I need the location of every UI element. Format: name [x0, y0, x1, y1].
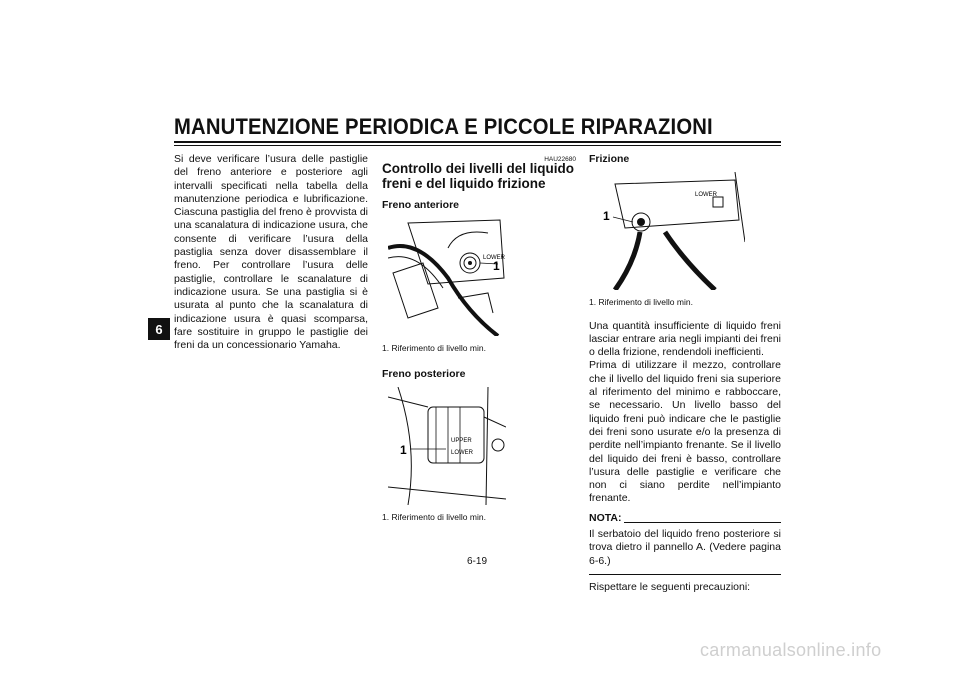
rear-brake-reservoir-illustration — [388, 387, 506, 505]
rear-upper-mark: UPPER — [451, 437, 472, 444]
fluid-check-paragraph: Prima di utilizzare il mezzo, controllare che il livello del liquido freni sia superiore al riferimento del minimo e rabboccare, se necessario. Un livello basso del liquido freni può indicare che le pastiglie dei freni sono usurate e/o la presenza di perdite nell’impianto frenante. Se il livello del liquido dei freni è basso, controllare l’usura delle pastiglie e verificare che non ci siano perdite nell’impianto frenante. — [589, 359, 781, 505]
header-rule-thin — [174, 145, 781, 146]
note-rule — [624, 522, 781, 523]
column-middle — [382, 153, 576, 528]
front-lower-mark: LOWER — [483, 255, 506, 262]
page-number: 6-19 — [467, 556, 488, 567]
section-title: Controllo dei livelli del liquido freni e del liquido frizione — [382, 161, 575, 191]
clutch-reservoir-drawing — [595, 172, 745, 290]
page-title: MANUTENZIONE PERIODICA E PICCOLE RIPARAZIONI — [174, 114, 713, 139]
rear-lower-mark: LOWER — [451, 449, 474, 456]
front-brake-reservoir-drawing — [388, 218, 506, 336]
note-label: NOTA: — [589, 511, 622, 524]
chapter-tab: 6 — [148, 318, 170, 340]
rear-brake-caption: 1. Riferimento di livello min. — [382, 511, 486, 522]
rear-callout-number: 1 — [400, 442, 407, 457]
front-brake-heading: Freno anteriore — [382, 199, 460, 211]
clutch-caption: 1. Riferimento di livello min. — [589, 297, 693, 308]
precautions-paragraph: Rispettare le seguenti precauzioni: — [589, 580, 751, 593]
clutch-lower-mark: LOWER — [695, 192, 718, 199]
column-left — [174, 153, 368, 352]
clutch-reservoir-illustration — [595, 172, 745, 290]
brake-pad-paragraph: Si deve verificare l’usura delle pastiglie del freno anteriore e posteriore agli intervalli specificati nella tabella della manutenzione periodica e lubrificazione. Ciascuna pastiglia del freno è provvista di una scanalatura di indicazione usura, che consente di verificare l’usura della pastiglia senza dover disassemblare il freno. Per controllare l’usura delle pastiglie, controllare le scanalature di indicazione usura. Se una pastiglia si è usurata al punto che la scanalatura di indicazione usura è quasi scomparsa, fare sostituire in gruppo le pastiglie dei freni da un concessionario Yamaha. — [174, 153, 368, 352]
clutch-heading: Frizione — [589, 153, 630, 165]
clutch-callout-number: 1 — [603, 209, 610, 224]
rear-brake-heading: Freno posteriore — [382, 367, 466, 380]
front-brake-caption: 1. Riferimento di livello min. — [382, 343, 486, 354]
reference-code: HAU22680 — [544, 156, 576, 163]
note-header — [589, 512, 781, 525]
header-rule — [174, 141, 781, 143]
rear-brake-reservoir-drawing — [388, 387, 506, 505]
front-brake-reservoir-illustration — [388, 218, 506, 336]
note-text: Il serbatoio del liquido freno posteriore si trova dietro il pannello A. (Vedere pagina 6-6.) — [589, 528, 781, 575]
watermark: carmanualsonline.info — [700, 640, 882, 660]
fluid-warning-paragraph: Una quantità insufficiente di liquido freni lasciar entrare aria negli impianti dei freni o della frizione, rendendoli inefficienti. — [589, 319, 781, 359]
front-callout-number: 1 — [493, 259, 500, 274]
column-right — [589, 153, 781, 594]
